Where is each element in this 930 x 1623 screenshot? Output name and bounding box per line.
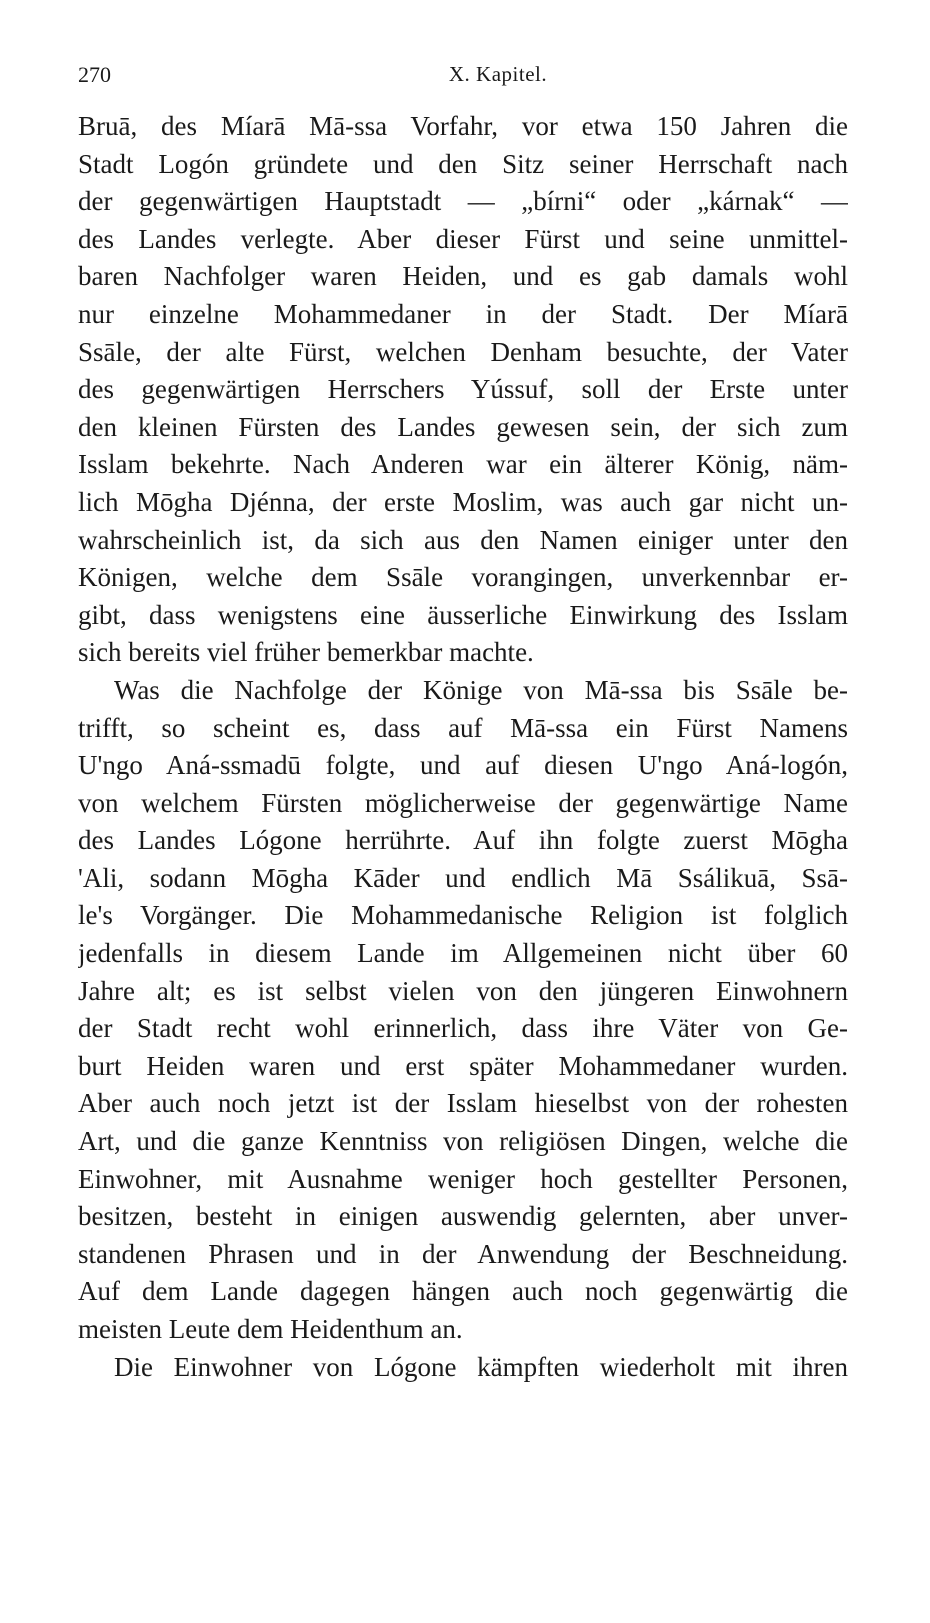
text-line: Stadt Logón gründete und den Sitz seiner Herrschaft nach bbox=[78, 148, 848, 179]
text-line: le's Vorgänger. Die Mohammedanische Religion ist folglich bbox=[78, 900, 848, 931]
text-line: jedenfalls in diesem Lande im Allgemeinen nicht über 60 bbox=[78, 938, 848, 969]
text-line: meisten Leute dem Heidenthum an. bbox=[78, 1314, 463, 1344]
text-line: gibt, dass wenigstens eine äusserliche Einwirkung des Isslam bbox=[78, 599, 848, 630]
text-line: Ssāle, der alte Fürst, welchen Denham besuchte, der Vater bbox=[78, 336, 848, 367]
text-line: Einwohner, mit Ausnahme weniger hoch gestellter Personen, bbox=[78, 1163, 848, 1194]
text-line: Königen, welche dem Ssāle vorangingen, unverkennbar er- bbox=[78, 562, 848, 593]
page-header bbox=[78, 62, 848, 92]
text-line: nur einzelne Mohammedaner in der Stadt. Der Míarā bbox=[78, 298, 848, 329]
text-line: Was die Nachfolge der Könige von Mā-ssa bis Ssāle be- bbox=[114, 674, 848, 705]
text-line: von welchem Fürsten möglicherweise der gegenwärtige Name bbox=[78, 787, 848, 818]
text-line: U'ngo Aná-ssmadū folgte, und auf diesen U'ngo Aná-logón, bbox=[78, 750, 848, 781]
text-line: lich Mōgha Djénna, der erste Moslim, was auch gar nicht un- bbox=[78, 486, 848, 517]
text-line: Bruā, des Míarā Mā-ssa Vorfahr, vor etwa 150 Jahren die bbox=[78, 111, 848, 141]
text-line: Auf dem Lande dagegen hängen auch noch gegenwärtig die bbox=[78, 1276, 848, 1307]
page-number: 270 bbox=[78, 62, 111, 87]
text-line: 'Ali, sodann Mōgha Kāder und endlich Mā Ssálikuā, Ssā- bbox=[78, 862, 848, 893]
text-line: Jahre alt; es ist selbst vielen von den jüngeren Einwohnern bbox=[78, 975, 848, 1006]
text-line: burt Heiden waren und erst später Mohammedaner wurden. bbox=[78, 1050, 848, 1081]
text-line: den kleinen Fürsten des Landes gewesen sein, der sich zum bbox=[78, 411, 848, 442]
text-line: des Landes verlegte. Aber dieser Fürst und seine unmittel- bbox=[78, 223, 848, 254]
text-line: der Stadt recht wohl erinnerlich, dass ihre Väter von Ge- bbox=[78, 1013, 848, 1044]
text-line: standenen Phrasen und in der Anwendung der Beschneidung. bbox=[78, 1238, 848, 1269]
chapter-title: X. Kapitel. bbox=[448, 62, 548, 86]
text-line: trifft, so scheint es, dass auf Mā-ssa ein Fürst Namens bbox=[78, 712, 848, 743]
text-line: Die Einwohner von Lógone kämpften wiederholt mit ihren bbox=[114, 1351, 848, 1382]
text-line: des Landes Lógone herrührte. Auf ihn folgte zuerst Mōgha bbox=[78, 825, 848, 856]
text-line: Aber auch noch jetzt ist der Isslam hieselbst von der rohesten bbox=[78, 1088, 848, 1119]
text-line: besitzen, besteht in einigen auswendig gelernten, aber unver- bbox=[78, 1201, 848, 1232]
text-line: der gegenwärtigen Hauptstadt — „bírni“ oder „kárnak“ — bbox=[78, 186, 848, 217]
text-line: des gegenwärtigen Herrschers Yússuf, soll der Erste unter bbox=[78, 374, 848, 405]
text-line: baren Nachfolger waren Heiden, und es gab damals wohl bbox=[78, 261, 848, 292]
text-line: sich bereits viel früher bemerkbar machte. bbox=[78, 637, 534, 668]
text-line: Art, und die ganze Kenntniss von religiösen Dingen, welche die bbox=[78, 1126, 848, 1157]
text-line: Isslam bekehrte. Nach Anderen war ein älterer König, näm- bbox=[78, 449, 848, 480]
text-line: wahrscheinlich ist, da sich aus den Namen einiger unter den bbox=[78, 524, 848, 555]
body-text bbox=[78, 108, 848, 1386]
